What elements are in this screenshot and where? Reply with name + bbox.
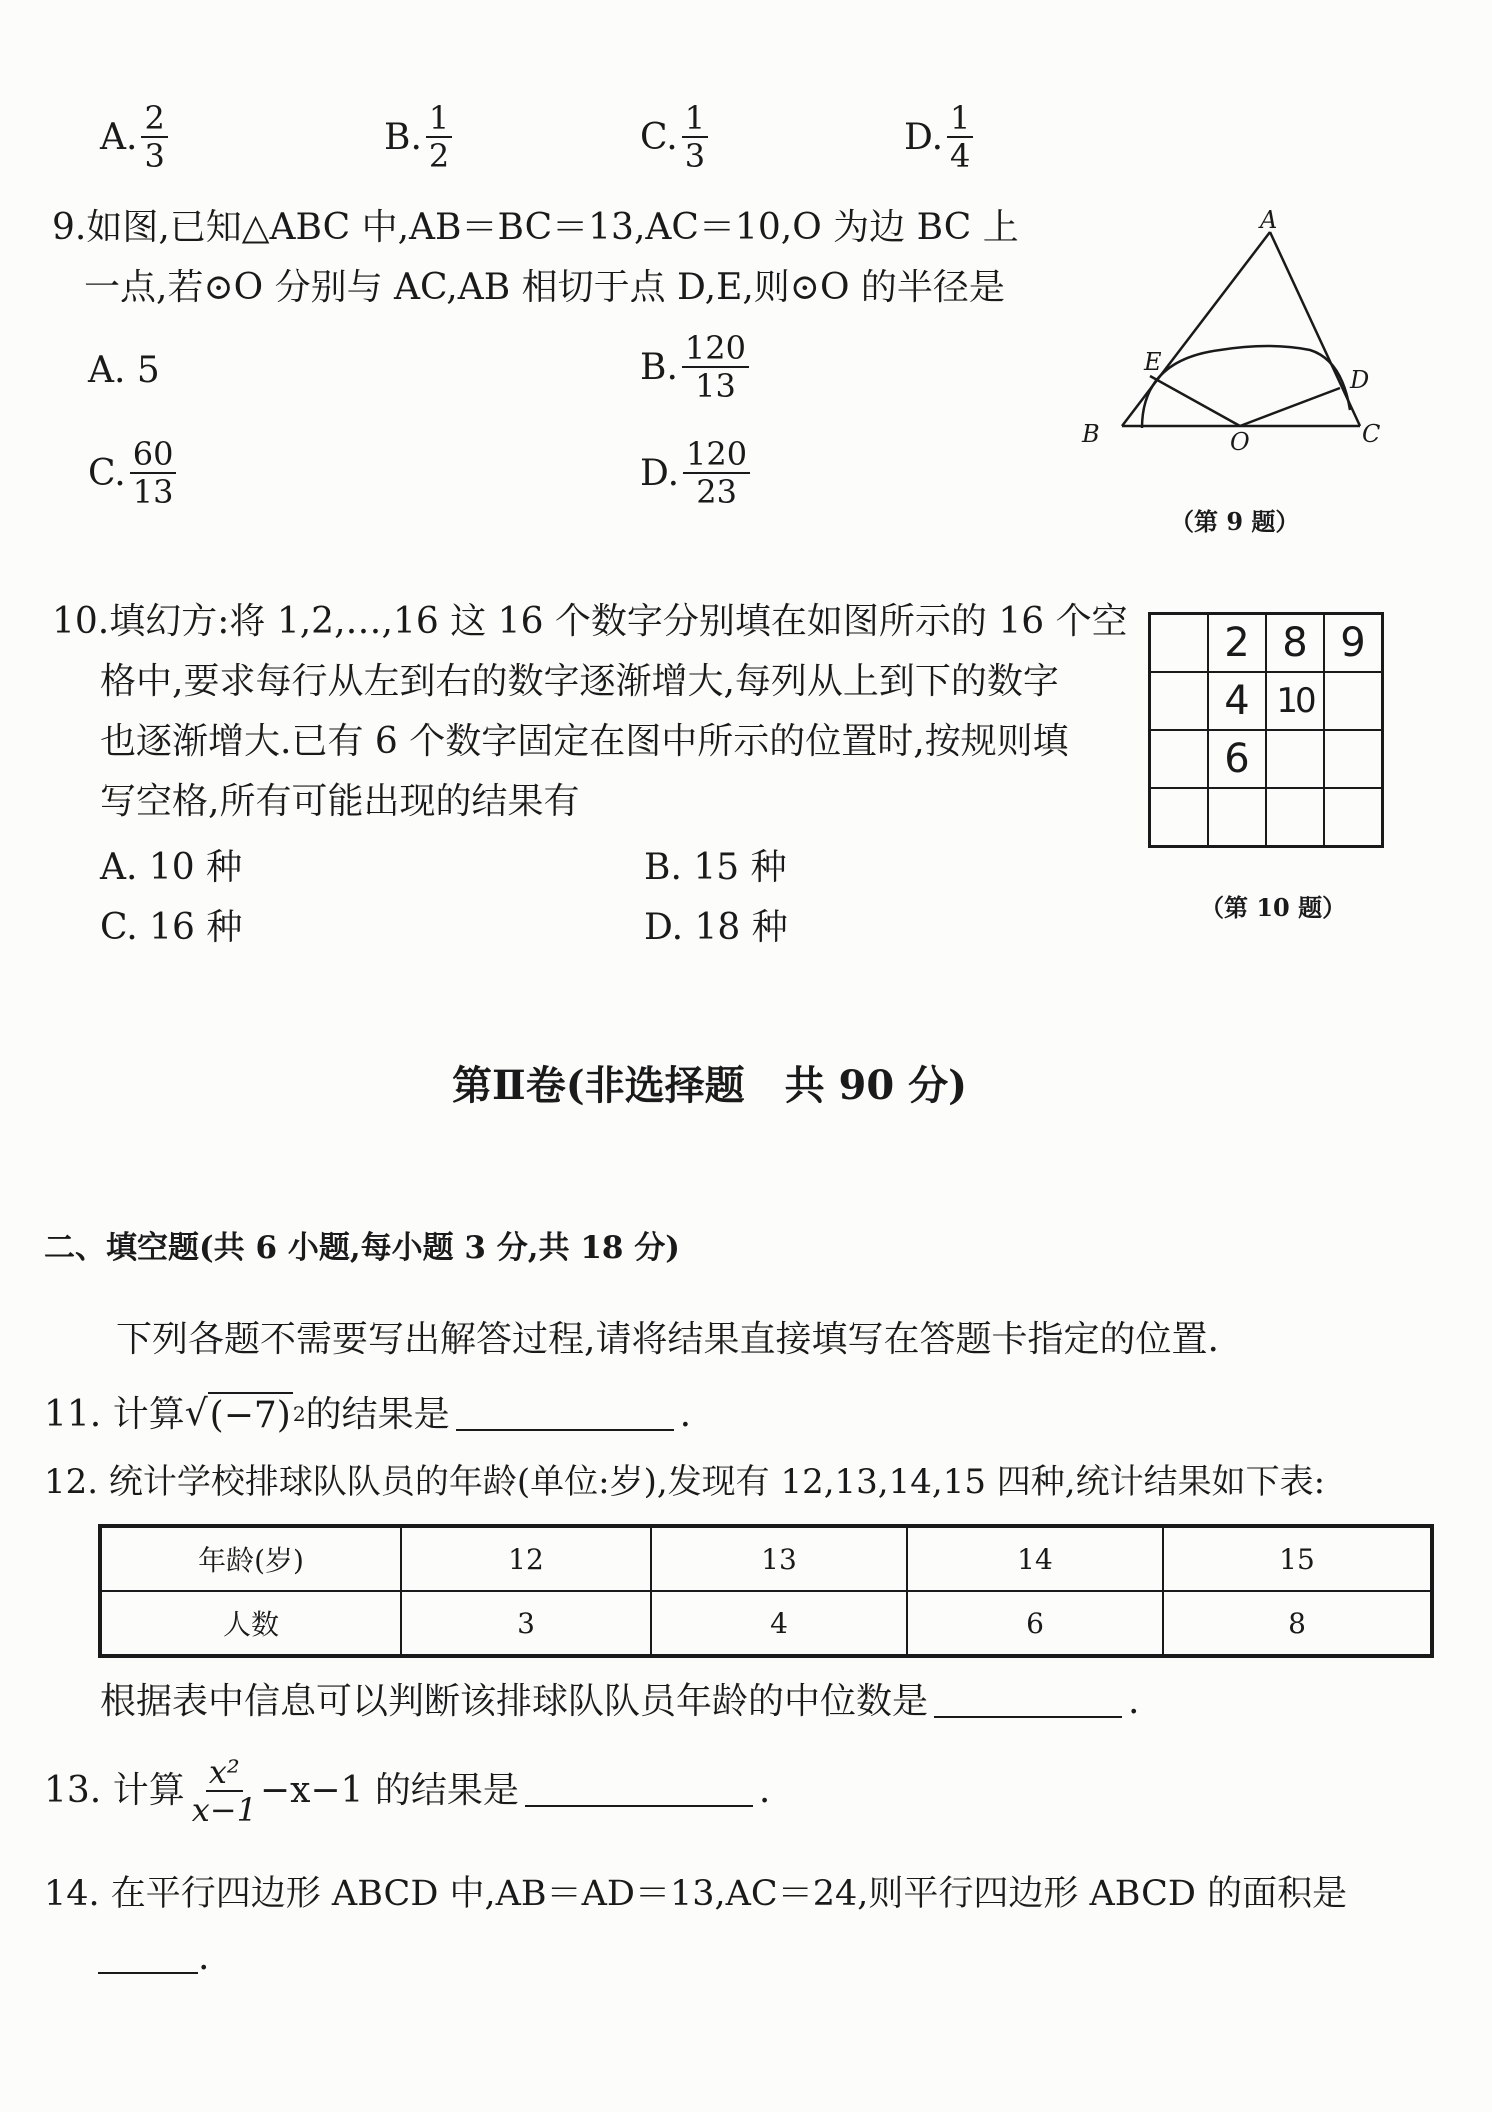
q12-text: 12. 统计学校排球队队员的年龄(单位:岁),发现有 12,13,14,15 四种,统计结果如下表: bbox=[44, 1462, 1326, 1502]
grid-cell bbox=[1266, 788, 1324, 847]
q9-option-d: D. $\frac{120}{23}$ bbox=[640, 436, 750, 510]
q8-option-b: B. $\frac{1}{2}$ bbox=[384, 100, 452, 174]
q8-option-c: C. $\frac{1}{3}$ bbox=[640, 100, 708, 174]
q9-line2: 一点,若⊙O 分别与 AC,AB 相切于点 D,E,则⊙O 的半径是 bbox=[84, 267, 1005, 308]
table-cell: 年龄(岁) bbox=[100, 1526, 401, 1591]
q8-option-a: A. $\frac{2}{3}$ bbox=[100, 100, 168, 174]
q9-option-b: B. $\frac{120}{13}$ bbox=[640, 330, 749, 404]
table-cell: 14 bbox=[907, 1526, 1163, 1591]
q14-answer: . bbox=[98, 1936, 209, 1980]
vertex-label-b: B bbox=[1082, 420, 1100, 448]
q10-line3: 也逐渐增大.已有 6 个数字固定在图中所示的位置时,按规则填 bbox=[100, 721, 1069, 762]
grid-cell: 9 bbox=[1324, 614, 1383, 673]
q12-answer-blank[interactable] bbox=[934, 1686, 1122, 1718]
side-ab bbox=[1122, 232, 1270, 426]
grid-cell bbox=[1150, 614, 1209, 673]
radius-od bbox=[1240, 388, 1340, 426]
vertex-label-a: A bbox=[1260, 210, 1278, 234]
table-cell: 15 bbox=[1163, 1526, 1432, 1591]
grid-cell bbox=[1150, 730, 1209, 788]
q10-line2: 格中,要求每行从左到右的数字逐渐增大,每列从上到下的数字 bbox=[100, 661, 1059, 702]
table-cell: 13 bbox=[651, 1526, 907, 1591]
grid-cell bbox=[1150, 672, 1209, 730]
q13-answer-blank[interactable] bbox=[525, 1775, 753, 1807]
q14-answer-blank[interactable] bbox=[98, 1942, 198, 1974]
grid-cell bbox=[1324, 730, 1383, 788]
age-table bbox=[98, 1524, 1434, 1658]
q13-fraction: $\frac{\text{x²}}{x-1}$ bbox=[191, 1753, 257, 1829]
part2-heading: 二、填空题(共 6 小题,每小题 3 分,共 18 分) bbox=[44, 1230, 680, 1266]
grid-cell bbox=[1150, 788, 1209, 847]
point-label-e: E bbox=[1144, 348, 1162, 376]
q14-text: 14. 在平行四边形 ABCD 中,AB＝AD＝13,AC＝24,则平行四边形 ABCD 的面积是 bbox=[44, 1874, 1348, 1914]
vertex-label-c: C bbox=[1362, 420, 1381, 448]
grid-cell: 2 bbox=[1208, 614, 1266, 673]
table-cell: 4 bbox=[651, 1591, 907, 1656]
point-label-d: D bbox=[1350, 366, 1370, 394]
q12-question: 根据表中信息可以判断该排球队队员年龄的中位数是 . bbox=[100, 1681, 1140, 1722]
table-cell: 8 bbox=[1163, 1591, 1432, 1656]
grid-cell bbox=[1266, 730, 1324, 788]
point-label-o: O bbox=[1230, 428, 1250, 456]
q10-option-b: B. 15 种 bbox=[644, 847, 787, 888]
q9-triangle-figure bbox=[1070, 210, 1400, 470]
table-cell: 人数 bbox=[100, 1591, 401, 1656]
q10-magic-grid bbox=[1148, 612, 1384, 848]
q10-option-c: C. 16 种 bbox=[100, 907, 243, 948]
table-cell: 3 bbox=[401, 1591, 651, 1656]
q10-line4: 写空格,所有可能出现的结果有 bbox=[100, 781, 580, 822]
q8-option-d: D. $\frac{1}{4}$ bbox=[904, 100, 973, 174]
table-cell: 6 bbox=[907, 1591, 1163, 1656]
q10-figure-caption: （第 10 题） bbox=[1200, 893, 1347, 922]
grid-cell: 4 bbox=[1208, 672, 1266, 730]
q10-option-a: A. 10 种 bbox=[100, 847, 243, 888]
q11-answer-blank[interactable] bbox=[456, 1399, 674, 1431]
grid-cell: 6 bbox=[1208, 730, 1266, 788]
q11-sqrt: √ (−7) 2 bbox=[184, 1393, 306, 1436]
q9-line1: 9.如图,已知△ABC 中,AB＝BC＝13,AC＝10,O 为边 BC 上 bbox=[52, 207, 1019, 248]
table-cell: 12 bbox=[401, 1526, 651, 1591]
instruction-text: 下列各题不需要写出解答过程,请将结果直接填写在答题卡指定的位置. bbox=[116, 1319, 1219, 1360]
grid-cell bbox=[1324, 788, 1383, 847]
q9-figure-caption: （第 9 题） bbox=[1170, 507, 1300, 536]
q9-option-c: C. $\frac{60}{13}$ bbox=[88, 436, 176, 510]
grid-cell bbox=[1208, 788, 1266, 847]
q9-option-a: A. 5 bbox=[88, 350, 160, 391]
grid-cell: 10 bbox=[1266, 672, 1324, 730]
q13: 13. 计算 $\frac{\text{x²}}{x-1}$ −x−1 的结果是 . bbox=[44, 1753, 771, 1829]
radius-oe bbox=[1150, 376, 1240, 426]
q10-option-d: D. 18 种 bbox=[644, 907, 788, 948]
grid-cell: 8 bbox=[1266, 614, 1324, 673]
grid-cell bbox=[1324, 672, 1383, 730]
section-title: 第Ⅱ卷(非选择题 共 90 分) bbox=[452, 1062, 968, 1109]
q11: 11. 计算 √ (−7) 2 的结果是 . bbox=[44, 1393, 692, 1436]
q10-line1: 10.填幻方:将 1,2,…,16 这 16 个数字分别填在如图所示的 16 个空 bbox=[52, 601, 1128, 642]
